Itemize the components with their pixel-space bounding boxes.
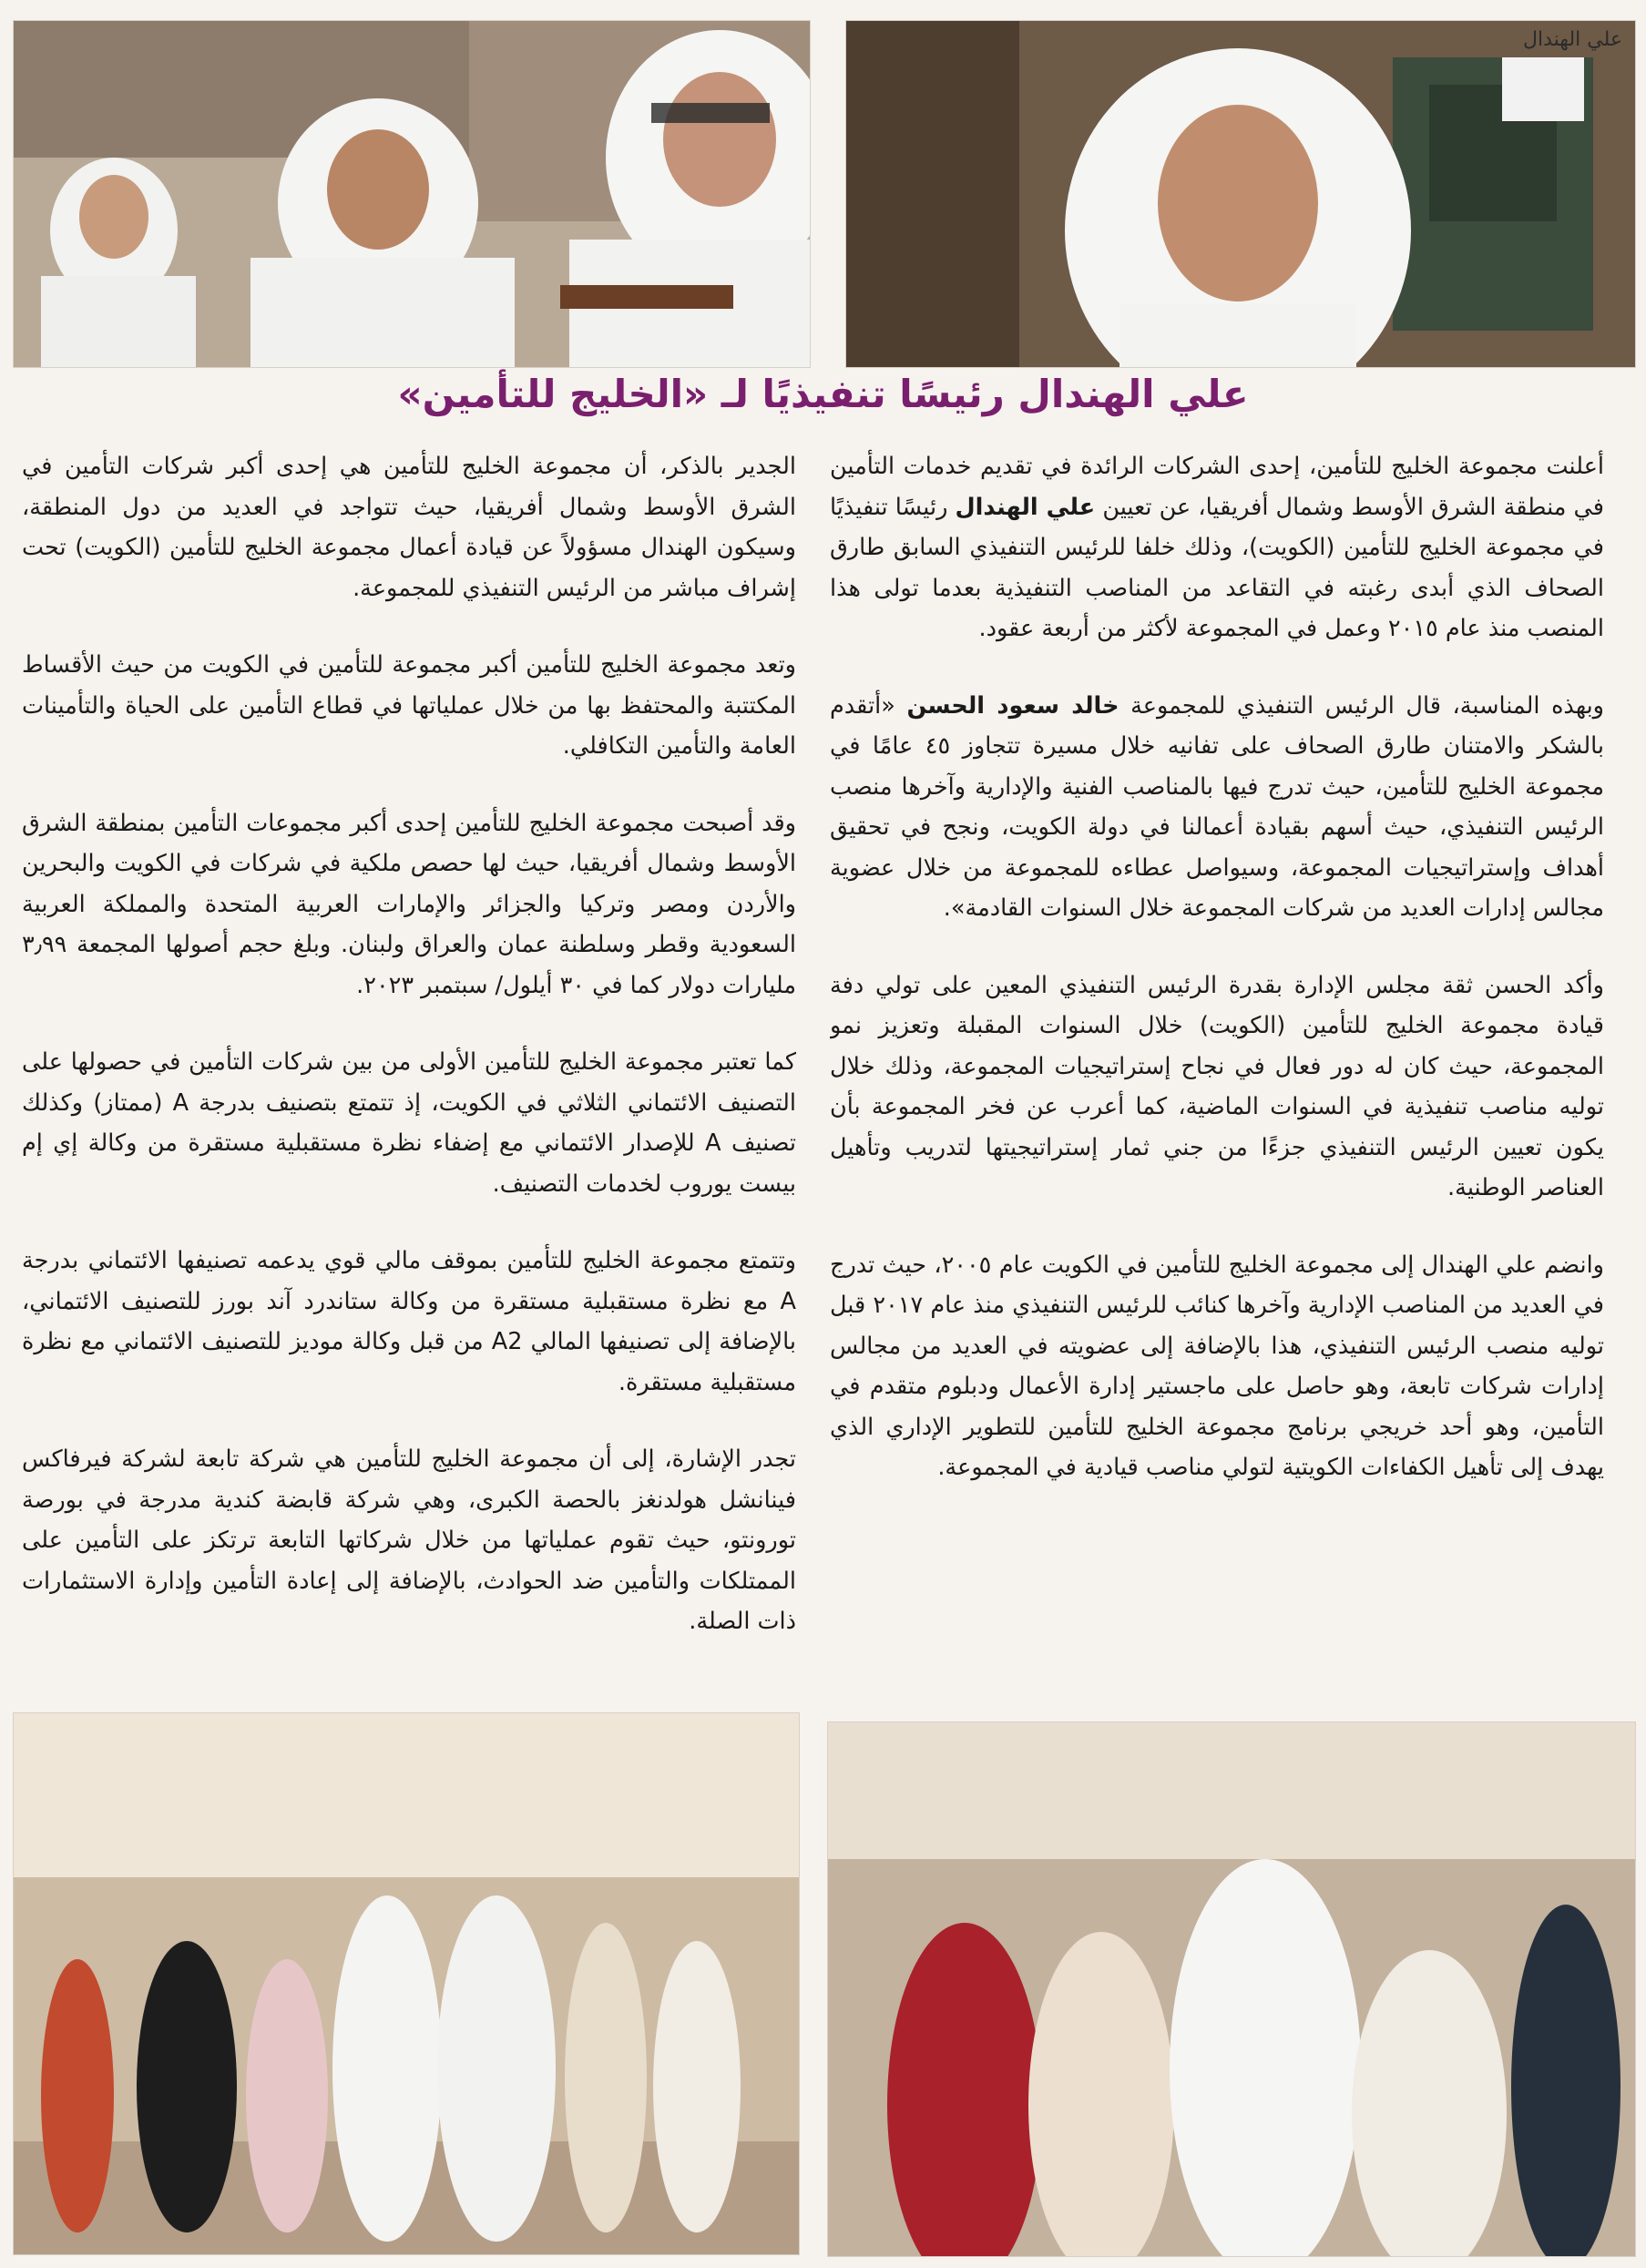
headline: علي الهندال رئيسًا تنفيذيًا لـ «الخليج للتأمين» [397, 372, 1249, 416]
photo-top-left [13, 20, 811, 368]
paragraph-text: وبهذه المناسبة، قال الرئيس التنفيذي للمجموعة [1119, 691, 1604, 720]
left-column-paragraph [22, 1241, 796, 1403]
photo-credit: علي الهندال [1523, 28, 1622, 51]
left-column-paragraph [22, 1042, 796, 1204]
photo-bottom-left [13, 1712, 800, 2255]
paragraph-text: وقد أصبحت مجموعة الخليج للتأمين إحدى أكبر مجموعات التأمين بمنطقة الشرق الأوسط وشمال أفريقيا، حيث لها حصص ملكية في شركات في الكويت والبحرين والأردن ومصر وتركيا والجزائر والإمارات العربية المتحدة والمملكة العربية السعودية وقطر وسلطنة عمان والعراق ولبنان. وبلغ حجم أصولها المجمعة ٣٫٩٩ مليارات دولار كما في ٣٠ أيلول/ سبتمبر ٢٠٢٣. [22, 809, 796, 999]
left-column-paragraph [22, 1439, 796, 1642]
paragraph-text: أعلنت مجموعة الخليج للتأمين، إحدى الشركات الرائدة في تقديم خدمات التأمين في منطقة الشرق الأوسط وشمال أفريقيا، عن تعيين [830, 453, 1604, 521]
paragraph-text: وأكد الحسن ثقة مجلس الإدارة بقدرة الرئيس التنفيذي المعين على تولي دفة قيادة مجموعة الخليج للتأمين (الكويت) خلال السنوات المقبلة وتعزيز نمو المجموعة، حيث كان له دور فعال في نجاح إستراتيجيات المجموعة، وذلك خلال توليه مناصب تنفيذية في السنوات الماضية، كما أعرب عن فخر المجموعة بأن يكون تعيين الرئيس التنفيذي جزءًا من جني ثمار إستراتيجيتها لتدريب وتأهيل العناصر الوطنية. [830, 971, 1604, 1201]
paragraph-text: رئيسًا تنفيذيًا في مجموعة الخليج للتأمين (الكويت)، وذلك خلفا للرئيس التنفيذي السابق طارق الصحاف الذي أبدى رغبته في التقاعد من المناصب التنفيذية بعدما تولى هذا المنصب منذ عام ٢٠١٥ وعمل في المجموعة لأكثر من أربعة عقود. [830, 493, 1604, 642]
paragraph-text: وتتمتع مجموعة الخليج للتأمين بموقف مالي قوي يدعمه تصنيفها الائتماني بدرجة A مع نظرة مستقبلية مستقرة من وكالة ستاندرد آند بورز للتصنيف الائتماني، بالإضافة إلى تصنيفها المالي A2 من قبل وكالة موديز للتصنيف الائتماني مع نظرة مستقبلية مستقرة. [22, 1247, 796, 1396]
paragraph-text: تجدر الإشارة، إلى أن مجموعة الخليج للتأمين هي شركة تابعة لشركة فيرفاكس فينانشل هولدنغز بالحصة الكبرى، وهي شركة قابضة كندية مدرجة في بورصة تورونتو، حيث تقوم عملياتها من خلال شركاتها التابعة ترتكز على التأمين على الممتلكات والتأمين ضد الحوادث، بالإضافة إلى إعادة التأمين وإدارة الاستثمارات ذات الصلة. [22, 1446, 796, 1635]
bold-name-text: علي الهندال [955, 493, 1096, 521]
paragraph-text: «أتقدم بالشكر والامتنان طارق الصحاف على تفانيه خلال مسيرة تتجاوز ٤٥ عامًا في مجموعة الخليج للتأمين، حيث تدرج فيها بالمناصب الفنية والإدارية وآخرها منصب الرئيس التنفيذي، حيث أسهم بقيادة أعمالنا في دولة الكويت، ونجح في تحقيق أهداف وإستراتيجيات المجموعة، وسيواصل عطاءه للمجموعة من خلال عضوية مجالس إدارات العديد من شركات المجموعة خلال السنوات القادمة». [830, 691, 1604, 922]
photo-top-right [845, 20, 1636, 368]
right-column-paragraph [830, 965, 1604, 1209]
article-column-right [830, 446, 1604, 1694]
photo-bottom-right [827, 1721, 1636, 2257]
bold-name-text: خالد سعود الحسن [906, 691, 1119, 720]
article-column-left [22, 446, 796, 1694]
paragraph-text: وانضم علي الهندال إلى مجموعة الخليج للتأمين في الكويت عام ٢٠٠٥، حيث تدرج في العديد من المناصب الإدارية وآخرها كنائب للرئيس التنفيذي منذ عام ٢٠١٧ قبل توليه منصب الرئيس التنفيذي، هذا بالإضافة إلى عضويته في العديد من مجالس إدارات شركات تابعة، وهو حاصل على ماجستير إدارة الأعمال ودبلوم متقدم في التأمين، وهو أحد خريجي برنامج مجموعة الخليج للتأمين للتطوير الإداري الذي يهدف إلى تأهيل الكفاءات الكويتية لتولي مناصب قيادية في المجموعة. [830, 1251, 1604, 1481]
paragraph-text: الجدير بالذكر، أن مجموعة الخليج للتأمين هي إحدى أكبر شركات التأمين في الشرق الأوسط وشمال أفريقيا، حيث تتواجد في العديد من دول المنطقة، وسيكون الهندال مسؤولاً عن قيادة أعمال مجموعة الخليج للتأمين (الكويت) تحت إشراف مباشر من الرئيس التنفيذي للمجموعة. [22, 453, 796, 602]
right-column-paragraph [830, 686, 1604, 929]
right-column-paragraph [830, 1245, 1604, 1488]
left-column-paragraph [22, 803, 796, 1006]
left-column-paragraph [22, 446, 796, 608]
paragraph-text: كما تعتبر مجموعة الخليج للتأمين الأولى من بين شركات التأمين في حصولها على التصنيف الائتماني الثلاثي في الكويت، إذ تتمتع بتصنيف بدرجة A (ممتاز) وكذلك تصنيف A للإصدار الائتماني مع إضفاء نظرة مستقبلية مستقرة من وكالة إي إم بيست يوروب لخدمات التصنيف. [22, 1048, 796, 1198]
left-column-paragraph [22, 645, 796, 767]
paragraph-text: وتعد مجموعة الخليج للتأمين أكبر مجموعة للتأمين في الكويت من حيث الأقساط المكتتبة والمحتفظ بها من خلال عملياتها في قطاع التأمين على الحياة والتأمينات العامة والتأمين التكافلي. [22, 651, 796, 760]
right-column-paragraph [830, 446, 1604, 649]
